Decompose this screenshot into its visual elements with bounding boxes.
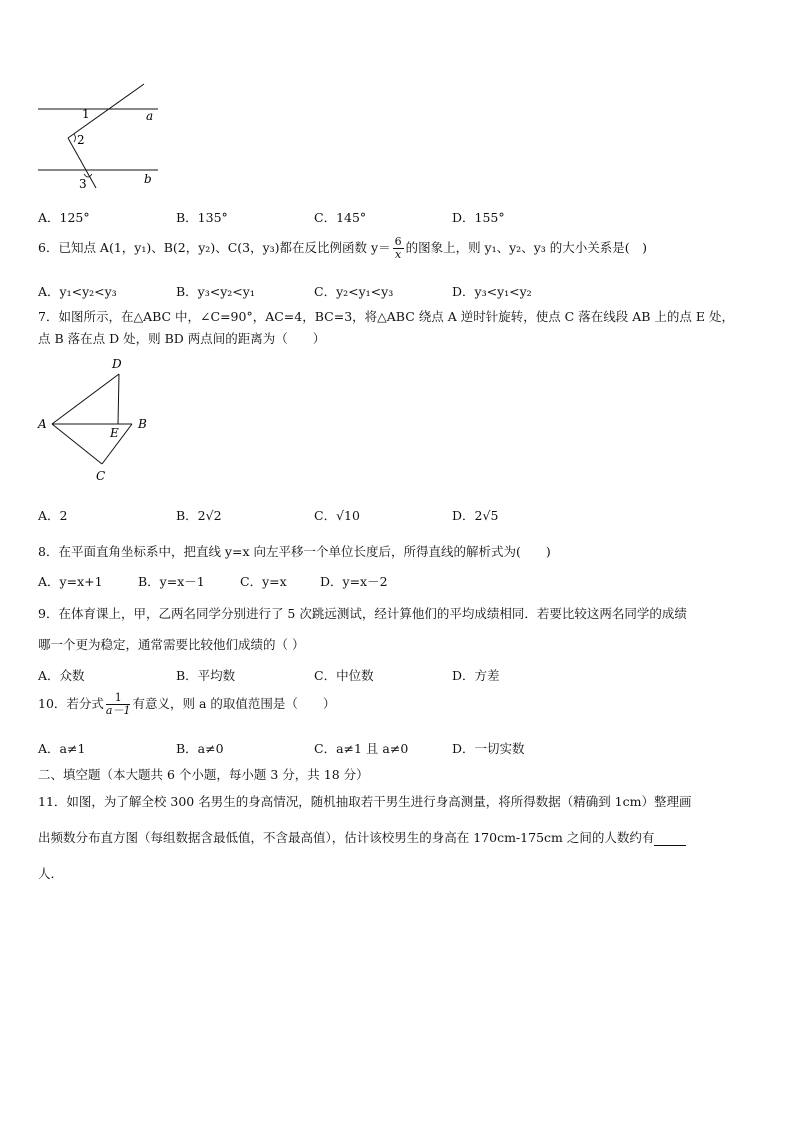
- segment-AD: [52, 374, 119, 424]
- angle-arc-2: [74, 134, 76, 142]
- q10-option-a[interactable]: A．a≠1: [38, 741, 86, 756]
- q6-option-b[interactable]: B．y₃<y₂<y₁: [176, 284, 255, 299]
- q10-option-d[interactable]: D．一切实数: [452, 741, 525, 756]
- parallel-lines-figure: [34, 82, 164, 192]
- q11-stem-line1: 11．如图，为了解全校 300 名男生的身高情况，随机抽取若干男生进行身高测量，将所得数据（精确到 1cm）整理画: [38, 794, 692, 809]
- q6-option-c[interactable]: C．y₂<y₁<y₃: [314, 284, 394, 299]
- section-heading-fill-in: 二、填空题（本大题共 6 个小题，每小题 3 分，共 18 分）: [38, 767, 369, 782]
- q10-option-c[interactable]: C．a≠1 且 a≠0: [314, 741, 409, 756]
- angle-label-1: 1: [82, 107, 90, 121]
- segment-DE: [118, 374, 119, 424]
- q6-stem-post: 的图象上，则 y₁、y₂、y₃ 的大小关系是( ): [405, 240, 647, 255]
- q10-option-b[interactable]: B．a≠0: [176, 741, 224, 756]
- q7-option-d[interactable]: D．2√5: [452, 508, 499, 523]
- q10-fraction: [106, 692, 131, 717]
- segment-AC: [52, 424, 102, 464]
- point-label-A: A: [38, 417, 47, 431]
- q8-stem: 8．在平面直角坐标系中，把直线 y=x 向左平移一个单位长度后，所得直线的解析式为( ): [38, 544, 551, 559]
- q6-option-a[interactable]: A．y₁<y₂<y₃: [38, 284, 117, 299]
- angle-label-2: 2: [77, 133, 85, 147]
- angle-label-3: 3: [79, 177, 87, 191]
- line-label-b: b: [144, 172, 152, 186]
- q7-stem-line1: 7．如图所示，在△ABC 中，∠C=90°，AC=4，BC=3，将△ABC 绕点 A 逆时针旋转，使点 C 落在线段 AB 上的点 E 处，: [38, 309, 734, 324]
- q7-option-b[interactable]: B．2√2: [176, 508, 222, 523]
- q6-stem: [38, 236, 647, 261]
- transversal-upper: [68, 84, 144, 138]
- q11-answer-blank[interactable]: [654, 833, 686, 846]
- point-label-C: C: [96, 469, 106, 483]
- q5-option-d[interactable]: D．155°: [452, 210, 505, 225]
- q6-option-d[interactable]: D．y₃<y₁<y₂: [452, 284, 532, 299]
- q11-stem-line3: 人．: [38, 866, 64, 881]
- q10-frac-num: 1: [106, 692, 131, 705]
- q9-option-c[interactable]: C．中位数: [314, 668, 374, 683]
- q5-option-c[interactable]: C．145°: [314, 210, 367, 225]
- q9-stem-line2: 哪一个更为稳定，通常需要比较他们成绩的（ ）: [38, 637, 305, 652]
- q5-option-b[interactable]: B．135°: [176, 210, 228, 225]
- q8-option-a[interactable]: A．y=x+1: [38, 574, 103, 589]
- q10-stem-pre: 10．若分式: [38, 696, 104, 711]
- q9-option-b[interactable]: B．平均数: [176, 668, 236, 683]
- point-label-B: B: [138, 417, 147, 431]
- q6-frac-num: 6: [394, 235, 402, 248]
- q7-option-c[interactable]: C．√10: [314, 508, 360, 523]
- q8-option-c[interactable]: C．y=x: [240, 574, 287, 589]
- q7-option-a[interactable]: A．2: [38, 508, 68, 523]
- q9-stem-line1: 9．在体育课上，甲，乙两名同学分别进行了 5 次跳远测试，经计算他们的平均成绩相同．若要比较这两名同学的成绩: [38, 606, 687, 621]
- q7-stem-line2: 点 B 落在点 D 处，则 BD 两点间的距离为（ ）: [38, 331, 326, 346]
- q11-stem-line2-text: 出频数分布直方图（每组数据含最低值，不含最高值），估计该校男生的身高在 170cm-175cm 之间的人数约有: [38, 830, 655, 845]
- q6-stem-pre: 6．已知点 A(1，y₁)、B(2，y₂)、C(3，y₃)都在反比例函数 y＝: [38, 240, 391, 255]
- q5-option-a[interactable]: A．125°: [38, 210, 90, 225]
- q8-option-d[interactable]: D．y=x－2: [320, 574, 388, 589]
- point-label-D: D: [112, 357, 122, 371]
- q9-option-d[interactable]: D．方差: [452, 668, 500, 683]
- q10-stem: [38, 692, 335, 717]
- triangle-rotation-figure: [34, 352, 164, 487]
- line-label-a: a: [146, 109, 154, 123]
- q11-stem-line2: [38, 828, 686, 846]
- q10-frac-den: a－1: [105, 704, 131, 717]
- q9-option-a[interactable]: A．众数: [38, 668, 85, 683]
- q10-stem-post: 有意义，则 a 的取值范围是（ ）: [132, 696, 336, 711]
- q6-fraction: [393, 236, 404, 261]
- point-label-E: E: [110, 426, 119, 440]
- q6-frac-den: x: [394, 248, 402, 261]
- q8-option-b[interactable]: B．y=x－1: [138, 574, 205, 589]
